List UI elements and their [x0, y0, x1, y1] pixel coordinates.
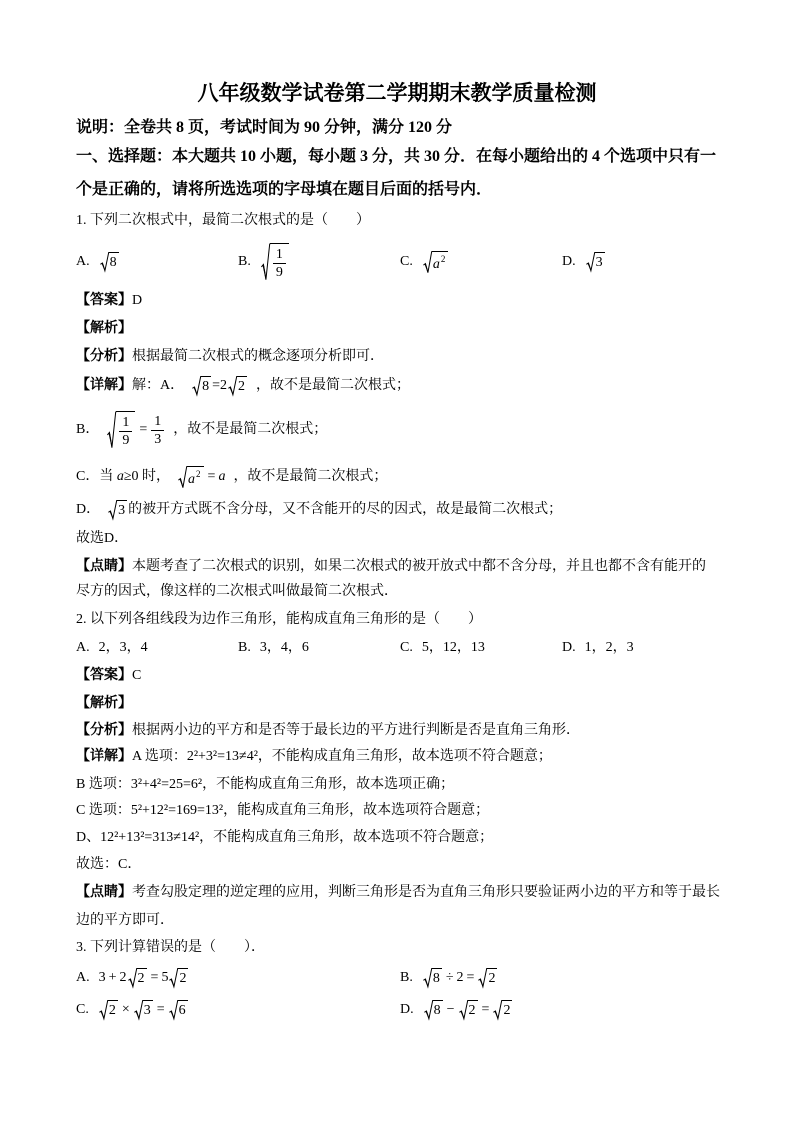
option-label: B.: [238, 254, 251, 269]
q1-option-c: [400, 238, 449, 286]
option-text: 1，2，3: [584, 640, 634, 655]
equals-sign: =: [212, 378, 221, 393]
q2-stem: 2. 以下列各组线段为边作三角形，能构成直角三角形的是（ ）: [76, 612, 482, 627]
detail-label: 【详解】: [76, 378, 132, 393]
radicand: 6: [178, 1000, 188, 1020]
q2-tip-line-1: [76, 881, 720, 905]
q1-options: [76, 238, 718, 286]
radical: [423, 251, 449, 274]
radical: [459, 1000, 478, 1020]
radical-sign: [134, 1000, 143, 1020]
detail-label: 【详解】: [76, 749, 132, 764]
detail-math: [177, 466, 225, 489]
radical-sign-glyph: [169, 968, 178, 988]
radical-sign-glyph: [100, 252, 109, 272]
section-heading-line-2: 个是正确的，请将所选选项的字母填在题目后面的括号内．: [76, 181, 493, 198]
q1-tip-line-2: 尽方的因式，像这样的二次根式叫做最简二次根式．: [76, 584, 398, 599]
radicand: [116, 411, 135, 450]
option-text: 5，12，13: [421, 640, 485, 655]
radical-sign: [424, 1000, 433, 1020]
radical: [99, 1000, 118, 1020]
radical-sign-glyph: [493, 1000, 502, 1020]
radical: [128, 968, 147, 988]
analysis-label: 【解析】: [76, 321, 132, 336]
radical-sign: [169, 968, 178, 988]
radical-sign: [178, 466, 187, 489]
option-label: D.: [562, 254, 576, 269]
radicand: 8: [432, 968, 442, 988]
equals-sign: =: [207, 469, 216, 484]
condition: ≥0 时，: [123, 469, 171, 484]
equals-sign: =: [139, 422, 148, 437]
radical: [424, 1000, 443, 1020]
coefficient: 2: [220, 378, 228, 393]
q1-option-a: [76, 238, 120, 286]
fraction: [151, 413, 164, 448]
q2-analysis-heading: [76, 692, 132, 716]
radicand: 2: [108, 1000, 118, 1020]
q3-option-a: [76, 962, 189, 994]
equals-sign: =: [466, 970, 475, 985]
detail-suffix: 的被开方式既不含分母，又不含能开的尽的因式，故是最简二次根式；: [128, 502, 563, 517]
times-sign: ×: [121, 1002, 130, 1017]
radical-sign-glyph: [99, 1000, 108, 1020]
q3-stem: 3. 下列计算错误的是（ ）．: [76, 940, 265, 955]
numerator: 1: [119, 414, 132, 432]
detail-suffix: ，故不是最简二次根式；: [233, 469, 388, 484]
radical: [493, 1000, 512, 1020]
option-label: D.: [400, 1002, 414, 1017]
analysis-label: 【解析】: [76, 696, 132, 711]
radical-sign-glyph: [424, 1000, 433, 1020]
q1-option-d: [562, 238, 606, 286]
radicand: [270, 243, 289, 282]
radical-sign: [459, 1000, 468, 1020]
radical-sign-glyph: [228, 376, 237, 396]
radical-sign: [478, 968, 487, 988]
radicand: [432, 251, 449, 274]
radical-sign: [99, 1000, 108, 1020]
q3-option-b: [400, 962, 498, 994]
radical: [423, 968, 442, 988]
answer-value: C: [132, 668, 142, 683]
radical: [169, 968, 188, 988]
radical-sign-glyph: [423, 968, 432, 988]
q1-detail-c: [76, 461, 387, 493]
exponent: 2: [440, 253, 446, 264]
coefficient: 2: [119, 970, 127, 985]
radical-sign: [169, 1000, 178, 1020]
plus-sign: +: [108, 970, 117, 985]
radical-sign: [107, 411, 116, 450]
option-label: A.: [76, 640, 90, 655]
radical-sign: [128, 968, 137, 988]
q2-detail-d: D、12²+13²=313≠14²，不能构成直角三角形，故本选项不符合题意；: [76, 830, 494, 845]
option-math: [422, 968, 499, 988]
detail-prefix: C．当: [76, 469, 117, 484]
radical: [228, 376, 247, 396]
radical: [478, 968, 497, 988]
radicand: 2: [502, 1000, 512, 1020]
q1-reasoning: [76, 345, 384, 369]
q1-option-b: [238, 238, 290, 286]
denominator: 9: [275, 264, 283, 280]
option-math: [423, 1000, 514, 1020]
radical-sign: [108, 500, 117, 520]
q1-detail-b: [76, 406, 327, 454]
radicand: 2: [237, 376, 247, 396]
radicand: 8: [201, 376, 211, 396]
radicand: 3: [595, 252, 605, 272]
radical-sign-glyph: [134, 1000, 143, 1020]
q1-tip-line-1: [76, 555, 706, 579]
option-text: 2，3，4: [98, 640, 148, 655]
reasoning-text: 根据最简二次根式的概念逐项分析即可．: [132, 349, 384, 364]
detail-suffix: ，故不是最简二次根式；: [256, 378, 411, 393]
detail-suffix: ，故不是最简二次根式；: [173, 422, 328, 437]
q2-detail-b: B 选项：3²+4²=25=6²，不能构成直角三角形，故本选项正确；: [76, 777, 455, 792]
radicand: 8: [433, 1000, 443, 1020]
divisor: 2: [456, 970, 464, 985]
radical-sign: [192, 376, 201, 396]
q2-options: [76, 636, 718, 660]
answer-label: 【答案】: [76, 293, 132, 308]
radicand: 2: [468, 1000, 478, 1020]
radicand: 2: [137, 968, 147, 988]
option-label: B.: [238, 640, 251, 655]
q2-answer: [76, 664, 141, 688]
radical: [178, 466, 204, 489]
option-text: 3，4，6: [259, 640, 309, 655]
detail-prefix: B．: [76, 422, 100, 437]
equals-sign: =: [150, 970, 159, 985]
radical-sign-glyph: [423, 251, 432, 274]
detail-math: [107, 500, 128, 520]
tip-text: 本题考查了二次根式的识别，如果二次根式的被开放式中都不含分母，并且也都不含有能开的: [132, 559, 706, 574]
radical-sign-glyph: [261, 243, 270, 282]
option-label: A.: [76, 970, 90, 985]
detail-prefix: D．: [76, 502, 101, 517]
divide-sign: ÷: [445, 970, 454, 985]
radical: [586, 252, 605, 272]
radical-sign-glyph: [169, 1000, 178, 1020]
radical: [108, 500, 127, 520]
radical-sign: [100, 252, 109, 272]
radical-sign-glyph: [107, 411, 116, 450]
radical-sign-glyph: [478, 968, 487, 988]
tip-label: 【点睛】: [76, 885, 132, 900]
detail-text: A 选项：2²+3²=13≠4²，不能构成直角三角形，故本选项不符合题意；: [132, 749, 552, 764]
tip-text: 考查勾股定理的逆定理的应用，判断三角形是否为直角三角形只要验证两小边的平方和等于最长: [132, 885, 720, 900]
q2-tip-line-2: 边的平方即可．: [76, 913, 174, 928]
radical-sign: [261, 243, 270, 282]
reasoning-label: 【分析】: [76, 349, 132, 364]
reasoning-label: 【分析】: [76, 723, 132, 738]
term: 3: [98, 970, 106, 985]
option-math: [98, 1000, 189, 1020]
radical-sign-glyph: [192, 376, 201, 396]
equals-sign: =: [156, 1002, 165, 1017]
numerator: 1: [273, 246, 286, 264]
radicand: 3: [143, 1000, 153, 1020]
tip-label: 【点睛】: [76, 559, 132, 574]
option-label: B.: [400, 970, 413, 985]
q3-option-d: [400, 994, 513, 1026]
fraction: [119, 414, 132, 449]
radical-sign: [423, 968, 432, 988]
detail-prefix: 解：A．: [132, 378, 185, 393]
denominator: 9: [122, 432, 130, 448]
radical: [134, 1000, 153, 1020]
exam-instructions: 说明：全卷共 8 页，考试时间为 90 分钟，满分 120 分: [76, 119, 453, 136]
answer-label: 【答案】: [76, 668, 132, 683]
radical-sign: [423, 251, 432, 274]
radical: [261, 243, 289, 282]
q1-detail-a: [76, 374, 410, 398]
radical-sign-glyph: [586, 252, 595, 272]
option-math: [99, 968, 190, 988]
q2-option-d: [562, 636, 634, 660]
radicand: [187, 466, 204, 489]
radicand: 2: [178, 968, 188, 988]
q2-conclusion: 故选：C．: [76, 857, 142, 872]
q2-detail-c: C 选项：5²+12²=169=13²，能构成直角三角形，故本选项符合题意；: [76, 803, 490, 818]
radical: [192, 376, 211, 396]
section-heading-line-1: 一、选择题：本大题共 10 小题，每小题 3 分，共 30 分．在每小题给出的 4 个选项中只有一: [76, 148, 717, 165]
answer-value: D: [132, 293, 143, 308]
q1-answer: [76, 289, 142, 313]
q1-analysis-heading: [76, 317, 132, 341]
radical-sign-glyph: [128, 968, 137, 988]
variable: a: [188, 471, 196, 487]
result: a: [218, 469, 226, 484]
q1-conclusion: 故选D．: [76, 531, 129, 546]
exponent: 2: [196, 468, 201, 479]
radical-sign: [228, 376, 237, 396]
radical: [169, 1000, 188, 1020]
variable: a: [432, 256, 440, 272]
variable: a: [116, 469, 124, 484]
q2-option-a: [76, 636, 148, 660]
fraction: [273, 246, 286, 281]
q2-option-c: [400, 636, 485, 660]
q2-option-b: [238, 636, 309, 660]
option-label: D.: [562, 640, 576, 655]
minus-sign: −: [446, 1002, 455, 1017]
numerator: 1: [151, 413, 164, 431]
radicand: 3: [117, 500, 127, 520]
radical-sign: [586, 252, 595, 272]
denominator: 3: [154, 431, 162, 447]
detail-math: [191, 376, 248, 396]
radicand: 8: [109, 252, 119, 272]
radical-sign-glyph: [178, 466, 187, 489]
radical-sign: [493, 1000, 502, 1020]
radical-sign-glyph: [108, 500, 117, 520]
detail-math: [106, 411, 165, 450]
equals-sign: =: [481, 1002, 490, 1017]
reasoning-text: 根据两小边的平方和是否等于最长边的平方进行判断是否是直角三角形．: [132, 723, 580, 738]
q1-stem: 1. 下列二次根式中，最简二次根式的是（ ）: [76, 213, 370, 228]
q3-options-row-2: [76, 994, 718, 1026]
option-label: C.: [76, 1002, 89, 1017]
radical-sign-glyph: [459, 1000, 468, 1020]
q2-detail-a: [76, 745, 552, 769]
q1-detail-d: [76, 498, 562, 522]
q2-reasoning: [76, 719, 580, 743]
coefficient: 5: [161, 970, 169, 985]
option-label: C.: [400, 254, 413, 269]
q3-options-row-1: [76, 962, 718, 994]
radicand: 2: [487, 968, 497, 988]
q3-option-c: [76, 994, 189, 1026]
option-label: C.: [400, 640, 413, 655]
option-label: A.: [76, 254, 90, 269]
radical: [107, 411, 135, 450]
page-title: 八年级数学试卷第二学期期末教学质量检测: [197, 81, 597, 105]
radical: [100, 252, 119, 272]
